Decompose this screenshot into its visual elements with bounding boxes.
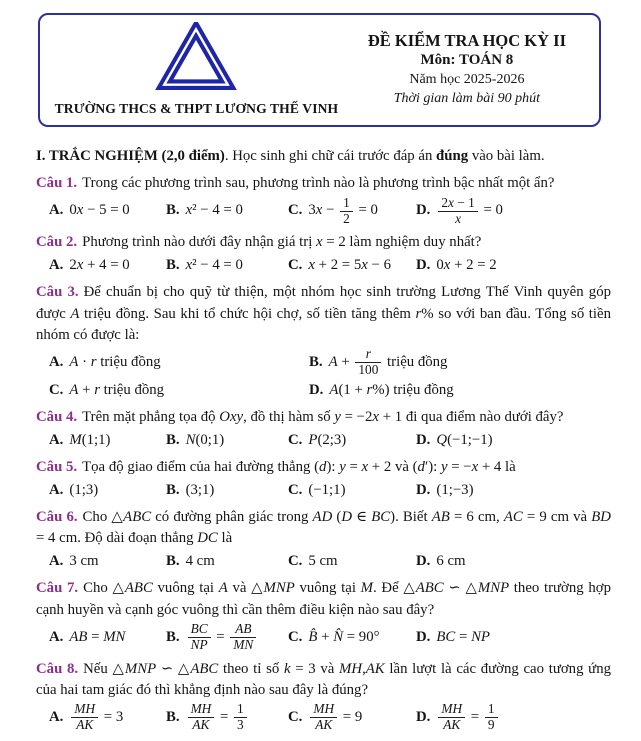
options-row [49, 255, 611, 276]
option-b [166, 480, 288, 501]
option-letter: A. [49, 481, 64, 498]
option-value: AB = MN [69, 628, 126, 645]
option-letter: A. [49, 353, 64, 370]
option-c [288, 702, 416, 732]
options-grid [49, 347, 611, 401]
option-value: M(1;1) [69, 431, 111, 448]
option-letter: D. [309, 381, 324, 398]
question-body: Trên mặt phẳng tọa độ Oxy, đồ thị hàm số y = −2x + 1 đi qua điểm nào dưới đây? [82, 409, 564, 426]
option-value: BC = NP [436, 628, 490, 645]
option-value: B̂ + N̂ = 90° [308, 628, 380, 645]
option-c [288, 480, 416, 501]
option-letter: D. [416, 202, 431, 219]
option-value: (1;3) [69, 481, 99, 498]
option-letter: C. [288, 708, 303, 725]
option-value: x² − 4 = 0 [185, 202, 243, 219]
exam-title-block [343, 22, 591, 117]
option-b [166, 430, 288, 451]
option-value: $\frac{BC}{NP}$ = $\frac{AB}{MN}$ [186, 629, 259, 645]
option-letter: C. [288, 628, 303, 645]
option-letter: B. [166, 256, 180, 273]
option-value: A(1 + r%) triệu đồng [329, 381, 454, 398]
options-row [49, 702, 611, 732]
option-d [416, 430, 611, 451]
option-letter: C. [288, 256, 303, 273]
option-d [416, 627, 611, 648]
section-instruction: . Học sinh ghi chữ cái trước đáp án [224, 148, 437, 164]
option-value: 0x − 5 = 0 [69, 202, 130, 219]
option-value: 6 cm [436, 552, 466, 569]
option-value: A + $\frac{r}{100}$ triệu đồng [328, 346, 448, 378]
option-a [49, 255, 166, 276]
option-letter: B. [166, 431, 180, 448]
question-2 [36, 232, 611, 276]
option-letter: B. [166, 628, 180, 645]
question-number: Câu 2. [36, 234, 78, 251]
option-value: 2x + 4 = 0 [69, 256, 130, 273]
exam-header-box [38, 13, 601, 127]
option-a [49, 430, 166, 451]
option-letter: C. [288, 202, 303, 219]
options-row [49, 196, 611, 226]
option-b [166, 622, 288, 652]
option-letter: A. [49, 202, 64, 219]
option-value: 0x + 2 = 2 [436, 256, 497, 273]
option-letter: B. [166, 708, 180, 725]
section-instruction-emphasis: đúng [436, 148, 469, 164]
options-row [49, 430, 611, 451]
option-value: $\frac{MH}{AK}$ = $\frac{1}{9}$ [436, 709, 499, 725]
option-value: (3;1) [185, 481, 215, 498]
option-value: 5 cm [308, 552, 338, 569]
option-b [166, 255, 288, 276]
option-letter: D. [416, 431, 431, 448]
option-d [416, 551, 611, 572]
question-3 [36, 282, 611, 401]
option-letter: A. [49, 708, 64, 725]
option-a [49, 352, 309, 373]
option-value: $\frac{2x - 1}{x}$ = 0 [436, 202, 503, 218]
option-letter: C. [288, 431, 303, 448]
option-a [49, 627, 166, 648]
option-value: A + r triệu đồng [69, 381, 165, 398]
question-number: Câu 4. [36, 409, 78, 426]
option-b [166, 702, 288, 732]
option-letter: A. [49, 552, 64, 569]
question-6 [36, 507, 611, 572]
option-value: 3 cm [69, 552, 99, 569]
option-c [288, 430, 416, 451]
school-year: Năm học 2025-2026 [409, 71, 525, 87]
option-letter: C. [288, 481, 303, 498]
option-letter: D. [416, 256, 431, 273]
question-text [36, 578, 611, 621]
section-instruction-tail: vào bài làm. [468, 148, 545, 164]
question-number: Câu 3. [36, 284, 79, 301]
option-c [288, 255, 416, 276]
exam-title: ĐỀ KIỂM TRA HỌC KỲ II [367, 30, 566, 50]
option-letter: D. [416, 628, 431, 645]
question-body: Phương trình nào dưới đây nhận giá trị x = 2 làm nghiệm duy nhất? [82, 234, 482, 251]
option-letter: D. [416, 552, 431, 569]
question-number: Câu 5. [36, 459, 78, 476]
section-heading [36, 146, 611, 167]
option-d [416, 480, 611, 501]
option-letter: A. [49, 628, 64, 645]
option-value: x + 2 = 5x − 6 [308, 256, 391, 273]
options-row [49, 622, 611, 652]
option-letter: B. [166, 202, 180, 219]
option-c [288, 196, 416, 226]
option-value: P(2;3) [308, 431, 347, 448]
question-text [36, 407, 611, 428]
school-block [50, 22, 343, 117]
option-letter: A. [49, 256, 64, 273]
question-number: Câu 7. [36, 580, 79, 597]
option-letter: D. [416, 708, 431, 725]
question-4 [36, 407, 611, 451]
option-letter: B. [309, 353, 323, 370]
question-text [36, 173, 611, 194]
option-letter: D. [416, 481, 431, 498]
question-number: Câu 8. [36, 660, 79, 677]
question-8 [36, 659, 611, 733]
exam-duration: Thời gian làm bài 90 phút [393, 90, 541, 106]
option-value: (1;−3) [436, 481, 474, 498]
option-b [166, 200, 288, 221]
option-value: 3x − $\frac{1}{2}$ = 0 [308, 194, 378, 226]
question-text [36, 457, 611, 478]
option-a [49, 480, 166, 501]
question-body: Cho △ABC có đường phân giác trong AD (D ∈ BC). Biết AB = 6 cm, AC = 9 cm và BD = 4 cm. Độ dài đoạn thẳng DC là [36, 509, 611, 547]
option-d [416, 702, 611, 732]
question-body: Để chuẩn bị cho quỹ từ thiện, một nhóm học sinh trường Lương Thế Vinh quyên góp được A triệu đồng. Sau khi tổ chức hội chợ, số tiền tăng thêm r% so với ban đầu. Tổng số tiền nhóm có được là: [36, 284, 611, 343]
option-value: A · r triệu đồng [69, 353, 161, 370]
section-title: I. TRẮC NGHIỆM (2,0 điểm) [36, 148, 225, 164]
question-number: Câu 6. [36, 509, 78, 525]
option-value: 4 cm [185, 552, 215, 569]
option-letter: B. [166, 481, 180, 498]
option-d [416, 255, 611, 276]
option-c [288, 551, 416, 572]
option-value: x² − 4 = 0 [185, 256, 243, 273]
option-a [49, 200, 166, 221]
question-text [36, 232, 611, 253]
option-c [49, 380, 309, 401]
option-letter: B. [166, 552, 180, 569]
option-letter: C. [49, 381, 64, 398]
school-triangle-logo-icon [151, 22, 241, 92]
option-value: (−1;1) [308, 481, 346, 498]
question-body: Tọa độ giao điểm của hai đường thẳng (d): y = x + 2 và (d′): y = −x + 4 là [82, 459, 516, 476]
question-5 [36, 457, 611, 501]
options-row [49, 480, 611, 501]
option-b [309, 347, 611, 377]
option-d [309, 380, 611, 401]
option-a [49, 551, 166, 572]
question-1 [36, 173, 611, 226]
option-b [166, 551, 288, 572]
option-value: $\frac{MH}{AK}$ = 9 [308, 709, 362, 725]
option-value: Q(−1;−1) [436, 431, 493, 448]
option-a [49, 702, 166, 732]
option-letter: C. [288, 552, 303, 569]
question-text [36, 507, 611, 550]
option-letter: A. [49, 431, 64, 448]
option-d [416, 196, 611, 226]
option-c [288, 627, 416, 648]
options-row [49, 551, 611, 572]
question-body: Cho △ABC vuông tại A và △MNP vuông tại M. Để △ABC ∽ △MNP theo trường hợp cạnh huyền và cạnh góc vuông thì cần thêm điều kiện nào sau đây? [36, 580, 611, 618]
option-value: $\frac{MH}{AK}$ = $\frac{1}{3}$ [186, 709, 249, 725]
option-value: N(0;1) [185, 431, 225, 448]
question-number: Câu 1. [36, 175, 78, 192]
question-body: Trong các phương trình sau, phương trình nào là phương trình bậc nhất một ẩn? [82, 175, 555, 192]
exam-subject: Môn: TOÁN 8 [420, 52, 514, 69]
question-7 [36, 578, 611, 652]
question-body: Nếu △MNP ∽ △ABC theo tỉ số k = 3 và MH,AK lần lượt là các đường cao tương ứng của hai tam giác đó thì khẳng định nào sau đây là đúng? [36, 660, 611, 698]
question-text [36, 659, 611, 702]
question-text [36, 282, 611, 346]
option-value: $\frac{MH}{AK}$ = 3 [69, 709, 123, 725]
school-name: TRƯỜNG THCS & THPT LƯƠNG THẾ VINH [54, 101, 339, 116]
